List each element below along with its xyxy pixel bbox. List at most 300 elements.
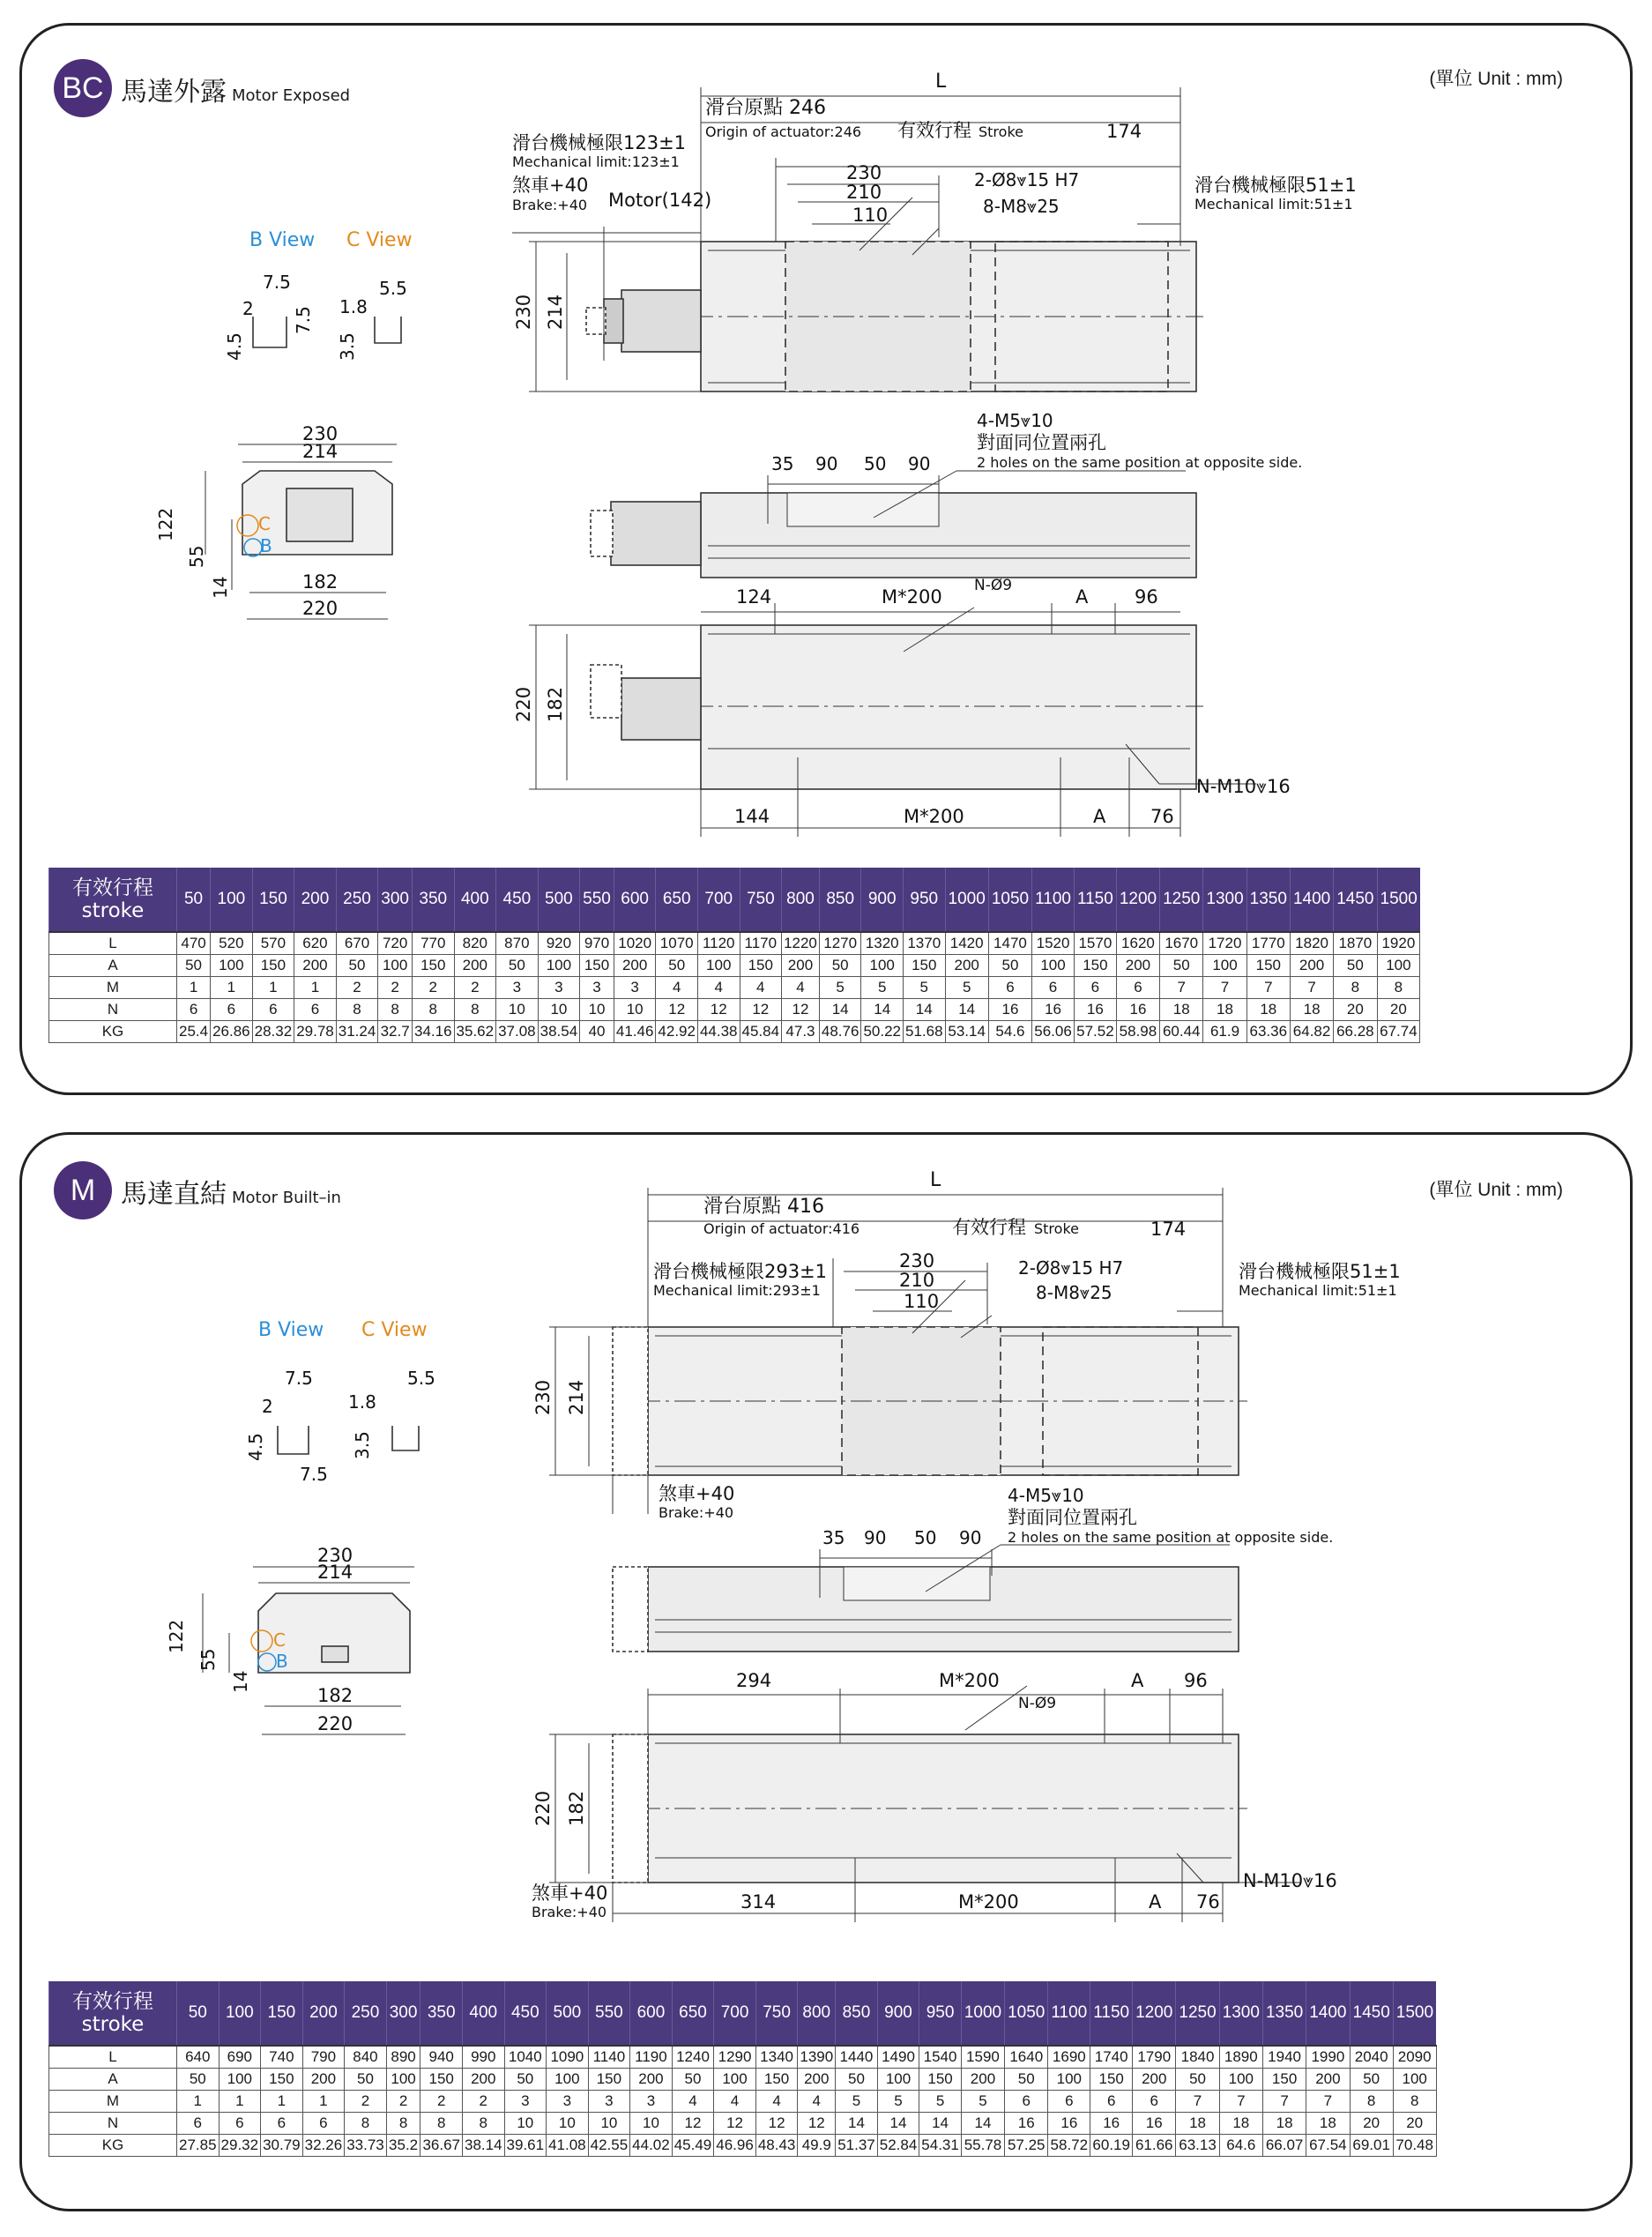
- table-cell: 1270: [819, 932, 861, 955]
- table-cell: 8: [454, 999, 496, 1021]
- table-cell: 1: [302, 2091, 345, 2113]
- table-cell: 50: [656, 955, 698, 977]
- table-cell: 1140: [588, 2046, 630, 2069]
- origin-label-en: Origin of actuator:246: [705, 123, 862, 140]
- table-cell: 920: [538, 932, 580, 955]
- table-cell: 38.54: [538, 1021, 580, 1043]
- table-cell: 7: [1219, 2091, 1262, 2113]
- table-cell: 1290: [714, 2046, 756, 2069]
- table-cell: 50: [345, 2069, 387, 2091]
- table-cell: 870: [496, 932, 539, 955]
- dim-174: 174: [1106, 121, 1142, 142]
- table-cell: 18: [1246, 999, 1290, 1021]
- dim-bottom-left: 314: [740, 1891, 777, 1913]
- table-cell: 1840: [1176, 2046, 1219, 2069]
- stroke-column-header: 800: [798, 1981, 836, 2046]
- table-cell: 6: [294, 999, 337, 1021]
- dim-230: 230: [899, 1250, 935, 1271]
- table-cell: 50: [336, 955, 378, 977]
- table-cell: 200: [798, 2069, 836, 2091]
- table-cell: 4: [697, 977, 740, 999]
- table-cell: 570: [252, 932, 294, 955]
- table-cell: 50: [1160, 955, 1203, 977]
- table-cell: 8: [1377, 977, 1420, 999]
- height-182: 182: [566, 1790, 587, 1826]
- table-cell: 16: [1090, 2113, 1133, 2135]
- hole-spec-1: 2-Ø8⩔15 H7: [1018, 1257, 1124, 1279]
- hole-spec-2: 8-M8⩔25: [1036, 1282, 1112, 1303]
- b-marker-label: B: [276, 1651, 288, 1672]
- stroke-column-header: 650: [672, 1981, 714, 2046]
- table-cell: 34.16: [412, 1021, 454, 1043]
- table-cell: 54.31: [919, 2135, 962, 2157]
- row-label: M: [49, 977, 177, 999]
- table-cell: 1070: [656, 932, 698, 955]
- mech-limit-right: 滑台機械極限51±1: [1239, 1261, 1401, 1282]
- header-en: stroke: [81, 2013, 145, 2036]
- cview-dim-5-5: 5.5: [379, 278, 407, 299]
- hole-n-phi9: N-Ø9: [974, 577, 1013, 594]
- table-cell: 1490: [877, 2046, 919, 2069]
- table-cell: 29.78: [294, 1021, 337, 1043]
- table-cell: 1190: [630, 2046, 673, 2069]
- table-cell: 58.98: [1116, 1021, 1159, 1043]
- table-cell: 25.4: [177, 1021, 211, 1043]
- section-badge: BC: [54, 59, 112, 117]
- table-cell: 4: [782, 977, 820, 999]
- title-zh: 馬達直結: [121, 1179, 227, 1210]
- table-cell: 6: [261, 2113, 303, 2135]
- table-cell: 6: [1090, 2091, 1133, 2113]
- table-cell: 6: [302, 2113, 345, 2135]
- table-cell: 3: [504, 2091, 547, 2113]
- table-cell: 7: [1306, 2091, 1350, 2113]
- table-cell: 20: [1334, 999, 1377, 1021]
- stroke-column-header: 400: [462, 1981, 504, 2046]
- table-cell: 1520: [1032, 932, 1075, 955]
- table-cell: 50: [177, 955, 211, 977]
- table-cell: 50: [988, 955, 1031, 977]
- table-cell: 1170: [740, 932, 782, 955]
- height-230: 230: [513, 294, 534, 330]
- table-cell: 12: [755, 2113, 798, 2135]
- table-cell: 100: [538, 955, 580, 977]
- table-cell: 6: [219, 2113, 261, 2135]
- table-cell: 100: [547, 2069, 589, 2091]
- table-cell: 48.43: [755, 2135, 798, 2157]
- table-cell: 4: [714, 2091, 756, 2113]
- table-cell: 1: [294, 977, 337, 999]
- table-cell: 1220: [782, 932, 820, 955]
- table-cell: 18: [1262, 2113, 1306, 2135]
- table-cell: 12: [740, 999, 782, 1021]
- dim-76: 76: [1196, 1891, 1220, 1913]
- table-cell: 2: [378, 977, 413, 999]
- table-cell: 50: [1350, 2069, 1393, 2091]
- stroke-column-header: 750: [755, 1981, 798, 2046]
- table-cell: 150: [903, 955, 945, 977]
- stroke-column-header: 1500: [1393, 1981, 1436, 2046]
- dim-90a: 90: [864, 1527, 887, 1548]
- table-cell: 5: [836, 2091, 878, 2113]
- table-cell: 200: [1306, 2069, 1350, 2091]
- table-cell: 6: [1074, 977, 1116, 999]
- table-cell: 8: [378, 999, 413, 1021]
- stroke-column-header: 1400: [1306, 1981, 1350, 2046]
- bview-dim-4-5: 4.5: [245, 1433, 266, 1461]
- cview-dim-1-8: 1.8: [348, 1391, 376, 1413]
- stroke-column-header: 450: [504, 1981, 547, 2046]
- table-cell: 5: [919, 2091, 962, 2113]
- hole-spec-3-zh: 對面同位置兩孔: [1008, 1507, 1137, 1528]
- dim-top-left: 124: [736, 586, 772, 608]
- table-cell: 1: [177, 2091, 220, 2113]
- section-dim-122: 122: [155, 507, 176, 541]
- thread-n-m10: N-M10⩔16: [1243, 1870, 1337, 1891]
- table-row: [49, 2091, 1437, 2113]
- stroke-column-header: 1500: [1377, 868, 1420, 932]
- table-cell: 36.67: [420, 2135, 463, 2157]
- table-cell: 1: [261, 2091, 303, 2113]
- table-cell: 6: [1116, 977, 1159, 999]
- table-cell: 640: [177, 2046, 220, 2069]
- section-dim-220: 220: [302, 598, 339, 619]
- table-cell: 56.06: [1032, 1021, 1075, 1043]
- stroke-column-header: 300: [378, 868, 413, 932]
- table-cell: 10: [504, 2113, 547, 2135]
- stroke-column-header: 1350: [1262, 1981, 1306, 2046]
- table-cell: 49.9: [798, 2135, 836, 2157]
- dim-a: A: [1075, 586, 1089, 608]
- table-cell: 12: [798, 2113, 836, 2135]
- hole-spec-2: 8-M8⩔25: [983, 196, 1060, 217]
- dim-a-bottom: A: [1149, 1891, 1162, 1913]
- stroke-column-header: 150: [252, 868, 294, 932]
- table-cell: 18: [1306, 2113, 1350, 2135]
- table-cell: 100: [1203, 955, 1246, 977]
- table-cell: 7: [1176, 2091, 1219, 2113]
- table-cell: 52.84: [877, 2135, 919, 2157]
- table-cell: 50.22: [861, 1021, 904, 1043]
- table-cell: 100: [1393, 2069, 1436, 2091]
- table-cell: 1470: [988, 932, 1031, 955]
- table-cell: 1090: [547, 2046, 589, 2069]
- table-cell: 200: [961, 2069, 1004, 2091]
- section-dim-55: 55: [197, 1648, 219, 1671]
- table-cell: 14: [877, 2113, 919, 2135]
- bview-dim-7-5: 7.5: [285, 1368, 313, 1389]
- table-cell: 51.37: [836, 2135, 878, 2157]
- table-cell: 150: [412, 955, 454, 977]
- brake2-label-en: Brake:+40: [532, 1904, 607, 1920]
- table-cell: 1040: [504, 2046, 547, 2069]
- table-cell: 10: [538, 999, 580, 1021]
- table-cell: 5: [961, 2091, 1004, 2113]
- table-cell: 1690: [1048, 2046, 1090, 2069]
- table-cell: 54.6: [988, 1021, 1031, 1043]
- dim-L: L: [930, 1169, 941, 1191]
- table-cell: 10: [580, 999, 614, 1021]
- table-cell: 1870: [1334, 932, 1377, 955]
- table-cell: 1890: [1219, 2046, 1262, 2069]
- dim-m200-bottom: M*200: [958, 1891, 1019, 1913]
- table-cell: 20: [1393, 2113, 1436, 2135]
- table-cell: 1: [177, 977, 211, 999]
- table-cell: 6: [1005, 2091, 1048, 2113]
- dim-96: 96: [1184, 1670, 1208, 1691]
- table-cell: 47.3: [782, 1021, 820, 1043]
- unit-label: (單位 Unit : mm): [1429, 69, 1563, 89]
- cview-dim-5-5: 5.5: [407, 1368, 435, 1389]
- table-cell: 63.36: [1246, 1021, 1290, 1043]
- table-row: [49, 1021, 1420, 1043]
- brake-label: 煞車+40: [512, 175, 589, 196]
- table-cell: 8: [336, 999, 378, 1021]
- table-cell: 4: [740, 977, 782, 999]
- table-cell: 20: [1377, 999, 1420, 1021]
- cview-dim-3-5: 3.5: [337, 332, 358, 361]
- table-cell: 4: [672, 2091, 714, 2113]
- table-cell: 32.7: [378, 1021, 413, 1043]
- table-cell: 740: [261, 2046, 303, 2069]
- table-cell: 1940: [1262, 2046, 1306, 2069]
- stroke-column-header: 750: [740, 868, 782, 932]
- table-cell: 200: [462, 2069, 504, 2091]
- table-cell: 4: [798, 2091, 836, 2113]
- table-cell: 18: [1219, 2113, 1262, 2135]
- table-cell: 3: [580, 977, 614, 999]
- dim-50: 50: [914, 1527, 937, 1548]
- stroke-column-header: 1100: [1048, 1981, 1090, 2046]
- section-dim-55: 55: [186, 545, 207, 568]
- table-cell: 2: [345, 2091, 387, 2113]
- stroke-header: [49, 868, 177, 932]
- table-cell: 53.14: [945, 1021, 988, 1043]
- table-cell: 5: [819, 977, 861, 999]
- table-cell: 520: [211, 932, 253, 955]
- table-cell: 35.2: [386, 2135, 420, 2157]
- table-cell: 14: [919, 2113, 962, 2135]
- table-cell: 820: [454, 932, 496, 955]
- table-cell: 100: [1032, 955, 1075, 977]
- hole-spec-3-en: 2 holes on the same position at opposite side.: [1008, 1529, 1334, 1546]
- stroke-column-header: 200: [294, 868, 337, 932]
- table-cell: 20: [1350, 2113, 1393, 2135]
- table-cell: 2: [454, 977, 496, 999]
- stroke-column-header: 1200: [1133, 1981, 1176, 2046]
- dim-35: 35: [822, 1527, 845, 1548]
- section-dim-182: 182: [302, 571, 339, 593]
- table-cell: 5: [861, 977, 904, 999]
- table-row: [49, 999, 1420, 1021]
- dim-110: 110: [852, 205, 889, 226]
- table-cell: 50: [836, 2069, 878, 2091]
- table-cell: 6: [177, 2113, 220, 2135]
- table-cell: 1: [252, 977, 294, 999]
- dim-174: 174: [1150, 1219, 1187, 1240]
- row-label: A: [49, 955, 177, 977]
- stroke-column-header: 1450: [1334, 868, 1377, 932]
- table-cell: 28.32: [252, 1021, 294, 1043]
- table-cell: 18: [1203, 999, 1246, 1021]
- section-badge: M: [54, 1161, 112, 1219]
- spec-table: [48, 868, 1420, 1043]
- table-cell: 35.62: [454, 1021, 496, 1043]
- motor-label: Motor(142): [608, 190, 712, 211]
- dim-90b: 90: [959, 1527, 982, 1548]
- origin-label-en: Origin of actuator:416: [703, 1220, 860, 1237]
- table-cell: 50: [496, 955, 539, 977]
- table-cell: 1390: [798, 2046, 836, 2069]
- table-cell: 40: [580, 1021, 614, 1043]
- table-cell: 7: [1160, 977, 1203, 999]
- stroke-column-header: 1250: [1160, 868, 1203, 932]
- dim-a-bottom: A: [1093, 806, 1106, 827]
- table-cell: 3: [547, 2091, 589, 2113]
- table-cell: 150: [588, 2069, 630, 2091]
- stroke-column-header: 500: [547, 1981, 589, 2046]
- header-zh: 有效行程: [72, 1990, 153, 2013]
- table-cell: 150: [261, 2069, 303, 2091]
- bview-dim-7-5-b: 7.5: [300, 1464, 328, 1485]
- table-cell: 67.54: [1306, 2135, 1350, 2157]
- table-cell: 32.26: [302, 2135, 345, 2157]
- table-row: [49, 955, 1420, 977]
- stroke-column-header: 1250: [1176, 1981, 1219, 2046]
- table-cell: 10: [630, 2113, 673, 2135]
- dim-110: 110: [904, 1291, 940, 1312]
- mech-limit-left: 滑台機械極限123±1: [512, 132, 687, 153]
- stroke-column-header: 500: [538, 868, 580, 932]
- section-dim-214: 214: [317, 1562, 353, 1583]
- table-cell: 6: [1133, 2091, 1176, 2113]
- table-cell: 5: [945, 977, 988, 999]
- stroke-column-header: 950: [903, 868, 945, 932]
- b-view-label: B View: [258, 1319, 324, 1341]
- table-cell: 3: [614, 977, 656, 999]
- table-cell: 150: [919, 2069, 962, 2091]
- table-cell: 100: [211, 955, 253, 977]
- stroke-column-header: 200: [302, 1981, 345, 2046]
- table-cell: 27.85: [177, 2135, 220, 2157]
- table-cell: 48.76: [819, 1021, 861, 1043]
- table-cell: 31.24: [336, 1021, 378, 1043]
- table-cell: 10: [547, 2113, 589, 2135]
- stroke-column-header: 100: [219, 1981, 261, 2046]
- table-cell: 1990: [1306, 2046, 1350, 2069]
- table-cell: 2: [420, 2091, 463, 2113]
- table-cell: 5: [903, 977, 945, 999]
- table-cell: 840: [345, 2046, 387, 2069]
- table-cell: 100: [714, 2069, 756, 2091]
- c-marker-label: C: [258, 513, 271, 534]
- table-row: [49, 2069, 1437, 2091]
- table-cell: 1320: [861, 932, 904, 955]
- dim-L: L: [935, 71, 947, 93]
- dim-bottom-left: 144: [734, 806, 770, 827]
- table-cell: 990: [462, 2046, 504, 2069]
- stroke-column-header: 50: [177, 1981, 220, 2046]
- dim-top-left: 294: [736, 1670, 772, 1691]
- table-cell: 8: [345, 2113, 387, 2135]
- table-cell: 58.72: [1048, 2135, 1090, 2157]
- stroke-column-header: 1200: [1116, 868, 1159, 932]
- mech-limit-left-en: Mechanical limit:123±1: [512, 153, 680, 170]
- table-cell: 51.68: [903, 1021, 945, 1043]
- header-zh: 有效行程: [72, 876, 153, 899]
- table-cell: 16: [1116, 999, 1159, 1021]
- table-cell: 41.08: [547, 2135, 589, 2157]
- table-cell: 50: [1176, 2069, 1219, 2091]
- table-cell: 620: [294, 932, 337, 955]
- table-cell: 38.14: [462, 2135, 504, 2157]
- table-cell: 1020: [614, 932, 656, 955]
- table-cell: 1620: [1116, 932, 1159, 955]
- stroke-column-header: 1150: [1074, 868, 1116, 932]
- dim-90b: 90: [908, 453, 931, 474]
- table-cell: 37.08: [496, 1021, 539, 1043]
- bview-dim-4-5: 4.5: [224, 332, 245, 361]
- stroke-column-header: 100: [211, 868, 253, 932]
- table-cell: 29.32: [219, 2135, 261, 2157]
- table-cell: 55.78: [961, 2135, 1004, 2157]
- stroke-column-header: 850: [819, 868, 861, 932]
- stroke-column-header: 150: [261, 1981, 303, 2046]
- table-row: [49, 2135, 1437, 2157]
- unit-label: (單位 Unit : mm): [1429, 1180, 1563, 1200]
- mech-limit-left-en: Mechanical limit:293±1: [653, 1282, 821, 1299]
- table-cell: 8: [1350, 2091, 1393, 2113]
- table-cell: 1: [211, 977, 253, 999]
- table-cell: 42.55: [588, 2135, 630, 2157]
- stroke-column-header: 250: [336, 868, 378, 932]
- stroke-column-header: 1450: [1350, 1981, 1393, 2046]
- height-214: 214: [545, 294, 566, 330]
- table-cell: 1920: [1377, 932, 1420, 955]
- table-cell: 150: [740, 955, 782, 977]
- table-cell: 150: [580, 955, 614, 977]
- table-cell: 12: [656, 999, 698, 1021]
- section-dim-214: 214: [302, 441, 339, 462]
- spec-table: [48, 1981, 1437, 2157]
- height-220: 220: [513, 686, 534, 722]
- table-cell: 10: [496, 999, 539, 1021]
- table-cell: 100: [1377, 955, 1420, 977]
- stroke-column-header: 950: [919, 1981, 962, 2046]
- table-cell: 8: [386, 2113, 420, 2135]
- mech-limit-left: 滑台機械極限293±1: [653, 1261, 828, 1282]
- stroke-column-header: 250: [345, 1981, 387, 2046]
- table-cell: 7: [1290, 977, 1333, 999]
- c-view-label: C View: [346, 229, 413, 251]
- table-cell: 63.13: [1176, 2135, 1219, 2157]
- section-motor-built-in: [19, 1132, 1633, 2211]
- thread-n-m10: N-M10⩔16: [1196, 776, 1291, 797]
- table-cell: 44.38: [697, 1021, 740, 1043]
- table-cell: 14: [819, 999, 861, 1021]
- table-cell: 16: [988, 999, 1031, 1021]
- table-cell: 1120: [697, 932, 740, 955]
- stroke-label-en: Stroke: [1034, 1220, 1079, 1237]
- table-cell: 6: [177, 999, 211, 1021]
- b-marker-label: B: [260, 535, 272, 556]
- table-cell: 150: [1262, 2069, 1306, 2091]
- table-cell: 150: [1246, 955, 1290, 977]
- table-cell: 1770: [1246, 932, 1290, 955]
- table-cell: 1570: [1074, 932, 1116, 955]
- table-cell: 150: [252, 955, 294, 977]
- section-motor-exposed: [19, 23, 1633, 1095]
